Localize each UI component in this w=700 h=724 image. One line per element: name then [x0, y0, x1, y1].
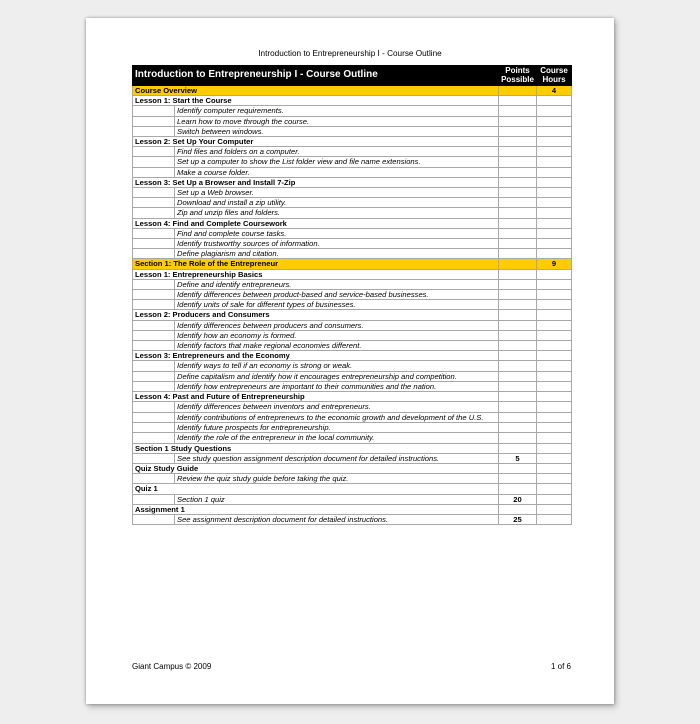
indent-cell [133, 249, 175, 259]
objective-text: Identify ways to tell if an economy is strong or weak. [175, 361, 499, 371]
indent-cell [133, 320, 175, 330]
hours-cell [537, 402, 572, 412]
footer-copyright: Giant Campus © 2009 [132, 662, 212, 671]
objective-text: Identify how entrepreneurs are important to their communities and the nation. [175, 381, 499, 391]
objective-text: Identify factors that make regional economies different. [175, 341, 499, 351]
table-row [133, 116, 572, 126]
points-cell [499, 249, 537, 259]
indent-cell [133, 494, 175, 504]
objective-text: Identify units of sale for different types of businesses. [175, 300, 499, 310]
hours-cell [537, 249, 572, 259]
table-row [133, 279, 572, 289]
table-row [133, 433, 572, 443]
points-cell [499, 351, 537, 361]
objective-text: Learn how to move through the course. [175, 116, 499, 126]
points-cell [499, 147, 537, 157]
objective-text: Find and complete course tasks. [175, 228, 499, 238]
points-cell [499, 218, 537, 228]
objective-text: Identify the role of the entrepreneur in the local community. [175, 433, 499, 443]
lesson-title: Lesson 2: Producers and Consumers [133, 310, 499, 320]
hours-cell [537, 361, 572, 371]
indent-cell [133, 514, 175, 524]
objective-text: Identify differences between product-based and service-based businesses. [175, 290, 499, 300]
points-cell [499, 239, 537, 249]
table-row [133, 412, 572, 423]
objective-text: Identify differences between producers and consumers. [175, 320, 499, 330]
hours-cell [537, 474, 572, 484]
objective-text: Zip and unzip files and folders. [175, 208, 499, 218]
objective-text: See assignment description document for detailed instructions. [175, 514, 499, 524]
hours-cell: 9 [537, 259, 572, 269]
points-cell [499, 504, 537, 514]
hours-cell [537, 177, 572, 187]
section-row [133, 259, 572, 269]
table-row [133, 453, 572, 463]
hours-cell [537, 310, 572, 320]
section-title: Course Overview [133, 86, 499, 96]
indent-cell [133, 433, 175, 443]
lesson-row [133, 504, 572, 514]
table-title: Introduction to Entrepreneurship I - Course Outline [133, 66, 499, 86]
lesson-row [133, 443, 572, 453]
indent-cell [133, 412, 175, 423]
objective-text: Set up a Web browser. [175, 188, 499, 198]
hours-cell: 4 [537, 86, 572, 96]
table-row [133, 423, 572, 433]
hours-cell [537, 208, 572, 218]
points-cell [499, 269, 537, 279]
lesson-title: Lesson 1: Start the Course [133, 96, 499, 106]
table-row [133, 320, 572, 330]
lesson-title: Quiz Study Guide [133, 463, 499, 473]
hours-cell [537, 137, 572, 147]
hours-cell [537, 106, 572, 116]
hours-cell [537, 147, 572, 157]
points-cell: 20 [499, 494, 537, 504]
points-cell [499, 188, 537, 198]
table-row [133, 474, 572, 484]
table-row [133, 330, 572, 340]
hours-cell [537, 167, 572, 177]
indent-cell [133, 300, 175, 310]
objective-text: Identify computer requirements. [175, 106, 499, 116]
indent-cell [133, 208, 175, 218]
hours-cell [537, 116, 572, 126]
points-cell [499, 198, 537, 208]
points-cell [499, 126, 537, 136]
objective-text: Identify future prospects for entrepreneurship. [175, 423, 499, 433]
lesson-row [133, 351, 572, 361]
hours-cell [537, 290, 572, 300]
points-possible-header: Points Possible [499, 66, 537, 86]
hours-cell [537, 453, 572, 463]
lesson-row [133, 269, 572, 279]
lesson-row [133, 392, 572, 402]
objective-text: Identify trustworthy sources of information. [175, 239, 499, 249]
hours-cell [537, 188, 572, 198]
indent-cell [133, 116, 175, 126]
points-cell [499, 392, 537, 402]
points-cell [499, 177, 537, 187]
indent-cell [133, 157, 175, 167]
hours-cell [537, 433, 572, 443]
indent-cell [133, 228, 175, 238]
points-cell [499, 381, 537, 391]
points-cell [499, 463, 537, 473]
hours-cell [537, 228, 572, 238]
table-row [133, 402, 572, 412]
lesson-row [133, 96, 572, 106]
objective-text: Review the quiz study guide before taking the quiz. [175, 474, 499, 484]
hours-cell [537, 381, 572, 391]
table-title-row [133, 66, 572, 86]
points-cell [499, 157, 537, 167]
lesson-title: Lesson 4: Find and Complete Coursework [133, 218, 499, 228]
lesson-title: Lesson 1: Entrepreneurship Basics [133, 269, 499, 279]
lesson-title: Lesson 4: Past and Future of Entrepreneurship [133, 392, 499, 402]
points-cell [499, 300, 537, 310]
points-cell [499, 208, 537, 218]
table-row [133, 290, 572, 300]
footer-page-number: 1 of 6 [550, 662, 571, 671]
indent-cell [133, 361, 175, 371]
table-row [133, 208, 572, 218]
hours-cell [537, 157, 572, 167]
objective-text: Identify contributions of entrepreneurs to the economic growth and development of the U.S. [175, 412, 499, 423]
table-row [133, 514, 572, 524]
indent-cell [133, 239, 175, 249]
indent-cell [133, 198, 175, 208]
table-row [133, 371, 572, 381]
points-cell [499, 310, 537, 320]
lesson-row [133, 484, 572, 494]
hours-cell [537, 198, 572, 208]
indent-cell [133, 423, 175, 433]
lesson-title: Lesson 3: Set Up a Browser and Install 7-Zip [133, 177, 499, 187]
points-cell: 25 [499, 514, 537, 524]
points-cell [499, 137, 537, 147]
hours-cell [537, 443, 572, 453]
hours-cell [537, 371, 572, 381]
points-cell [499, 361, 537, 371]
points-cell [499, 96, 537, 106]
points-cell [499, 259, 537, 269]
table-row [133, 198, 572, 208]
hours-cell [537, 423, 572, 433]
course-hours-header: Course Hours [537, 66, 572, 86]
indent-cell [133, 402, 175, 412]
indent-cell [133, 147, 175, 157]
hours-cell [537, 351, 572, 361]
table-row [133, 249, 572, 259]
hours-cell [537, 269, 572, 279]
points-cell [499, 228, 537, 238]
points-cell [499, 290, 537, 300]
lesson-row [133, 310, 572, 320]
table-row [133, 300, 572, 310]
objective-text: Find files and folders on a computer. [175, 147, 499, 157]
points-cell [499, 330, 537, 340]
hours-cell [537, 392, 572, 402]
hours-cell [537, 330, 572, 340]
points-cell [499, 320, 537, 330]
section-title: Section 1: The Role of the Entrepreneur [133, 259, 499, 269]
hours-cell [537, 218, 572, 228]
course-outline-table [132, 65, 572, 525]
indent-cell [133, 453, 175, 463]
lesson-title: Assignment 1 [133, 504, 499, 514]
indent-cell [133, 330, 175, 340]
lesson-title: Section 1 Study Questions [133, 443, 499, 453]
objective-text: Section 1 quiz [175, 494, 499, 504]
table-row [133, 494, 572, 504]
hours-cell [537, 341, 572, 351]
page-header: Introduction to Entrepreneurship I - Course Outline [258, 49, 442, 58]
indent-cell [133, 279, 175, 289]
points-cell [499, 341, 537, 351]
objective-text: Define capitalism and identify how it encourages entrepreneurship and competition. [175, 371, 499, 381]
table-row [133, 239, 572, 249]
points-cell [499, 433, 537, 443]
table-row [133, 228, 572, 238]
indent-cell [133, 106, 175, 116]
points-cell [499, 106, 537, 116]
indent-cell [133, 474, 175, 484]
indent-cell [133, 126, 175, 136]
points-cell [499, 484, 537, 494]
lesson-row [133, 137, 572, 147]
lesson-row [133, 463, 572, 473]
table-row [133, 381, 572, 391]
indent-cell [133, 371, 175, 381]
document-page [86, 18, 614, 704]
points-cell [499, 279, 537, 289]
objective-text: Identify differences between inventors and entrepreneurs. [175, 402, 499, 412]
hours-cell [537, 239, 572, 249]
table-row [133, 167, 572, 177]
hours-cell [537, 484, 572, 494]
table-row [133, 126, 572, 136]
table-row [133, 188, 572, 198]
table-row [133, 106, 572, 116]
indent-cell [133, 290, 175, 300]
hours-cell [537, 320, 572, 330]
indent-cell [133, 188, 175, 198]
table-row [133, 341, 572, 351]
objective-text: Define and identify entrepreneurs. [175, 279, 499, 289]
objective-text: See study question assignment description document for detailed instructions. [175, 453, 499, 463]
section-row [133, 86, 572, 96]
points-cell [499, 474, 537, 484]
objective-text: Set up a computer to show the List folder view and file name extensions. [175, 157, 499, 167]
indent-cell [133, 167, 175, 177]
points-cell [499, 116, 537, 126]
points-cell [499, 86, 537, 96]
objective-text: Define plagiarism and citation. [175, 249, 499, 259]
objective-text: Download and install a zip utility. [175, 198, 499, 208]
table-row [133, 157, 572, 167]
hours-cell [537, 96, 572, 106]
table-row [133, 361, 572, 371]
objective-text: Switch between windows. [175, 126, 499, 136]
indent-cell [133, 341, 175, 351]
points-cell [499, 423, 537, 433]
hours-cell [537, 412, 572, 423]
hours-cell [537, 126, 572, 136]
hours-cell [537, 494, 572, 504]
hours-cell [537, 279, 572, 289]
points-cell [499, 402, 537, 412]
hours-cell [537, 463, 572, 473]
points-cell [499, 167, 537, 177]
lesson-title: Lesson 2: Set Up Your Computer [133, 137, 499, 147]
hours-cell [537, 504, 572, 514]
points-cell [499, 371, 537, 381]
lesson-row [133, 177, 572, 187]
points-cell: 5 [499, 453, 537, 463]
hours-cell [537, 300, 572, 310]
points-cell [499, 412, 537, 423]
lesson-title: Lesson 3: Entrepreneurs and the Economy [133, 351, 499, 361]
lesson-title: Quiz 1 [133, 484, 499, 494]
objective-text: Make a course folder. [175, 167, 499, 177]
table-row [133, 147, 572, 157]
objective-text: Identify how an economy is formed. [175, 330, 499, 340]
points-cell [499, 443, 537, 453]
hours-cell [537, 514, 572, 524]
lesson-row [133, 218, 572, 228]
indent-cell [133, 381, 175, 391]
